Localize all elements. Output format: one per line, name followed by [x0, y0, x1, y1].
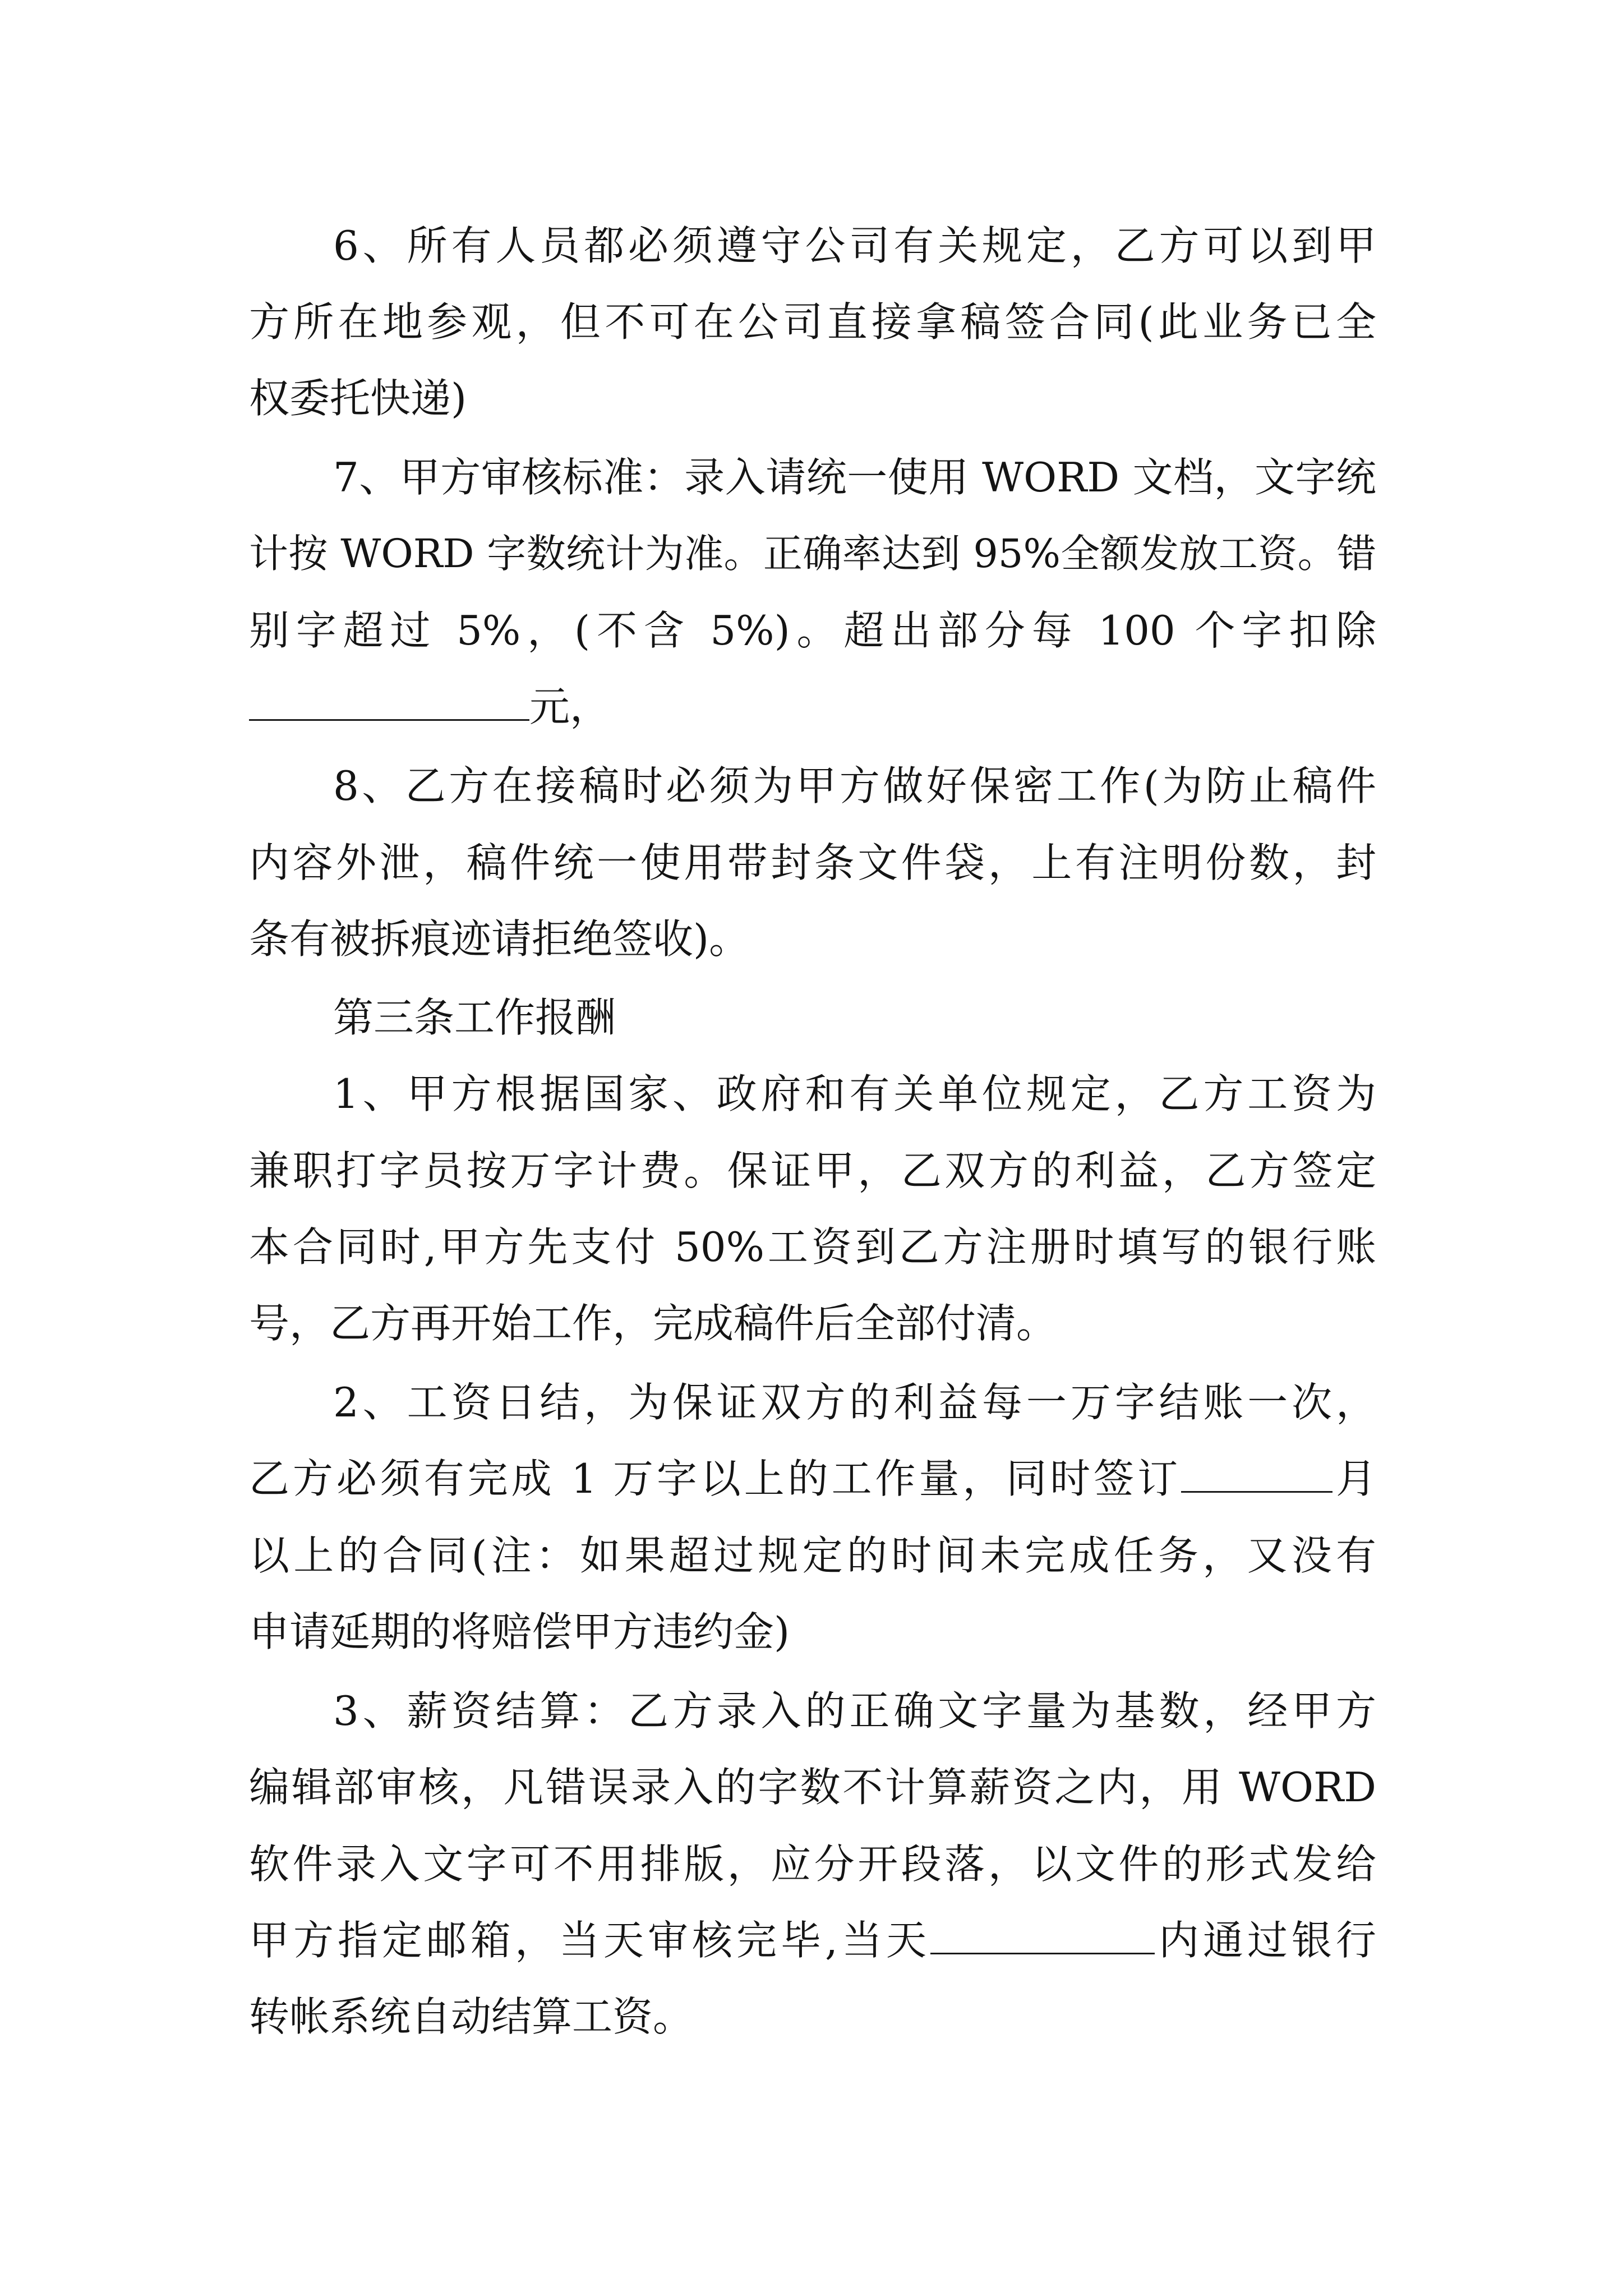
item-2-month-label: 月 [1332, 1455, 1376, 1502]
item-3-line-3: 软件录入文字可不用排版，应分开段落，以文件的形式发给 [249, 1841, 1376, 1888]
item-2-line-4: 申请延期的将赔偿甲方违约金) [249, 1608, 790, 1655]
item-1-line-3: 本合同时,甲方先支付 50%工资到乙方注册时填写的银行账 [249, 1223, 1376, 1271]
item-2-line-2-text: 乙方必须有完成 1 万字以上的工作量，同时签订 [249, 1455, 1182, 1502]
item-2-line-2 [249, 1448, 1376, 1510]
clause-7-line-1: 7、甲方审核标准：录入请统一使用 WORD 文档，文字统 [333, 454, 1376, 501]
clause-8-line-3: 条有被拆痕迹请拒绝签收)。 [249, 915, 750, 963]
item-2-line-1: 2、工资日结，为保证双方的利益每一万字结账一次， [333, 1379, 1376, 1426]
clause-8-line-2: 内容外泄，稿件统一使用带封条文件袋，上有注明份数，封 [249, 839, 1376, 886]
item-3-line-4 [249, 1910, 1376, 1971]
item-2-line-3: 以上的合同(注：如果超过规定的时间未完成任务，又没有 [249, 1532, 1376, 1579]
clause-7-line-4 [249, 676, 1376, 738]
item-3-line-4-tail: 内通过银行 [1154, 1917, 1376, 1964]
item-1-line-1: 1、甲方根据国家、政府和有关单位规定，乙方工资为 [333, 1070, 1376, 1117]
clause-8-line-1: 8、乙方在接稿时必须为甲方做好保密工作(为防止稿件 [333, 762, 1376, 809]
section-heading: 第三条工作报酬 [333, 994, 616, 1041]
deduction-amount-blank[interactable] [249, 684, 529, 721]
clause-6-line-1: 6、所有人员都必须遵守公司有关规定，乙方可以到甲 [333, 222, 1376, 269]
clause-6-line-3: 权委托快递) [249, 375, 467, 422]
clause-7-suffix: 元， [529, 683, 611, 730]
clause-6-line-2: 方所在地参观，但不可在公司直接拿稿签合同(此业务已全 [249, 298, 1376, 346]
item-3-line-5: 转帐系统自动结算工资。 [249, 1993, 694, 2040]
item-3-line-4-text: 甲方指定邮箱，当天审核完毕,当天 [249, 1917, 930, 1964]
item-1-line-2: 兼职打字员按万字计费。保证甲，乙双方的利益，乙方签定 [249, 1147, 1376, 1194]
clause-7-line-2: 计按 WORD 字数统计为准。正确率达到 95%全额发放工资。错 [249, 531, 1376, 577]
settlement-time-blank[interactable] [930, 1918, 1155, 1954]
item-3-line-1: 3、薪资结算：乙方录入的正确文字量为基数，经甲方 [333, 1687, 1376, 1734]
item-1-line-4: 号，乙方再开始工作，完成稿件后全部付清。 [249, 1300, 1057, 1347]
item-3-line-2: 编辑部审核，凡错误录入的字数不计算薪资之内，用 WORD [249, 1764, 1376, 1811]
clause-7-line-3: 别字超过 5%，(不含 5%)。超出部分每 100 个字扣除 [249, 607, 1376, 654]
contract-months-blank[interactable] [1181, 1456, 1332, 1493]
